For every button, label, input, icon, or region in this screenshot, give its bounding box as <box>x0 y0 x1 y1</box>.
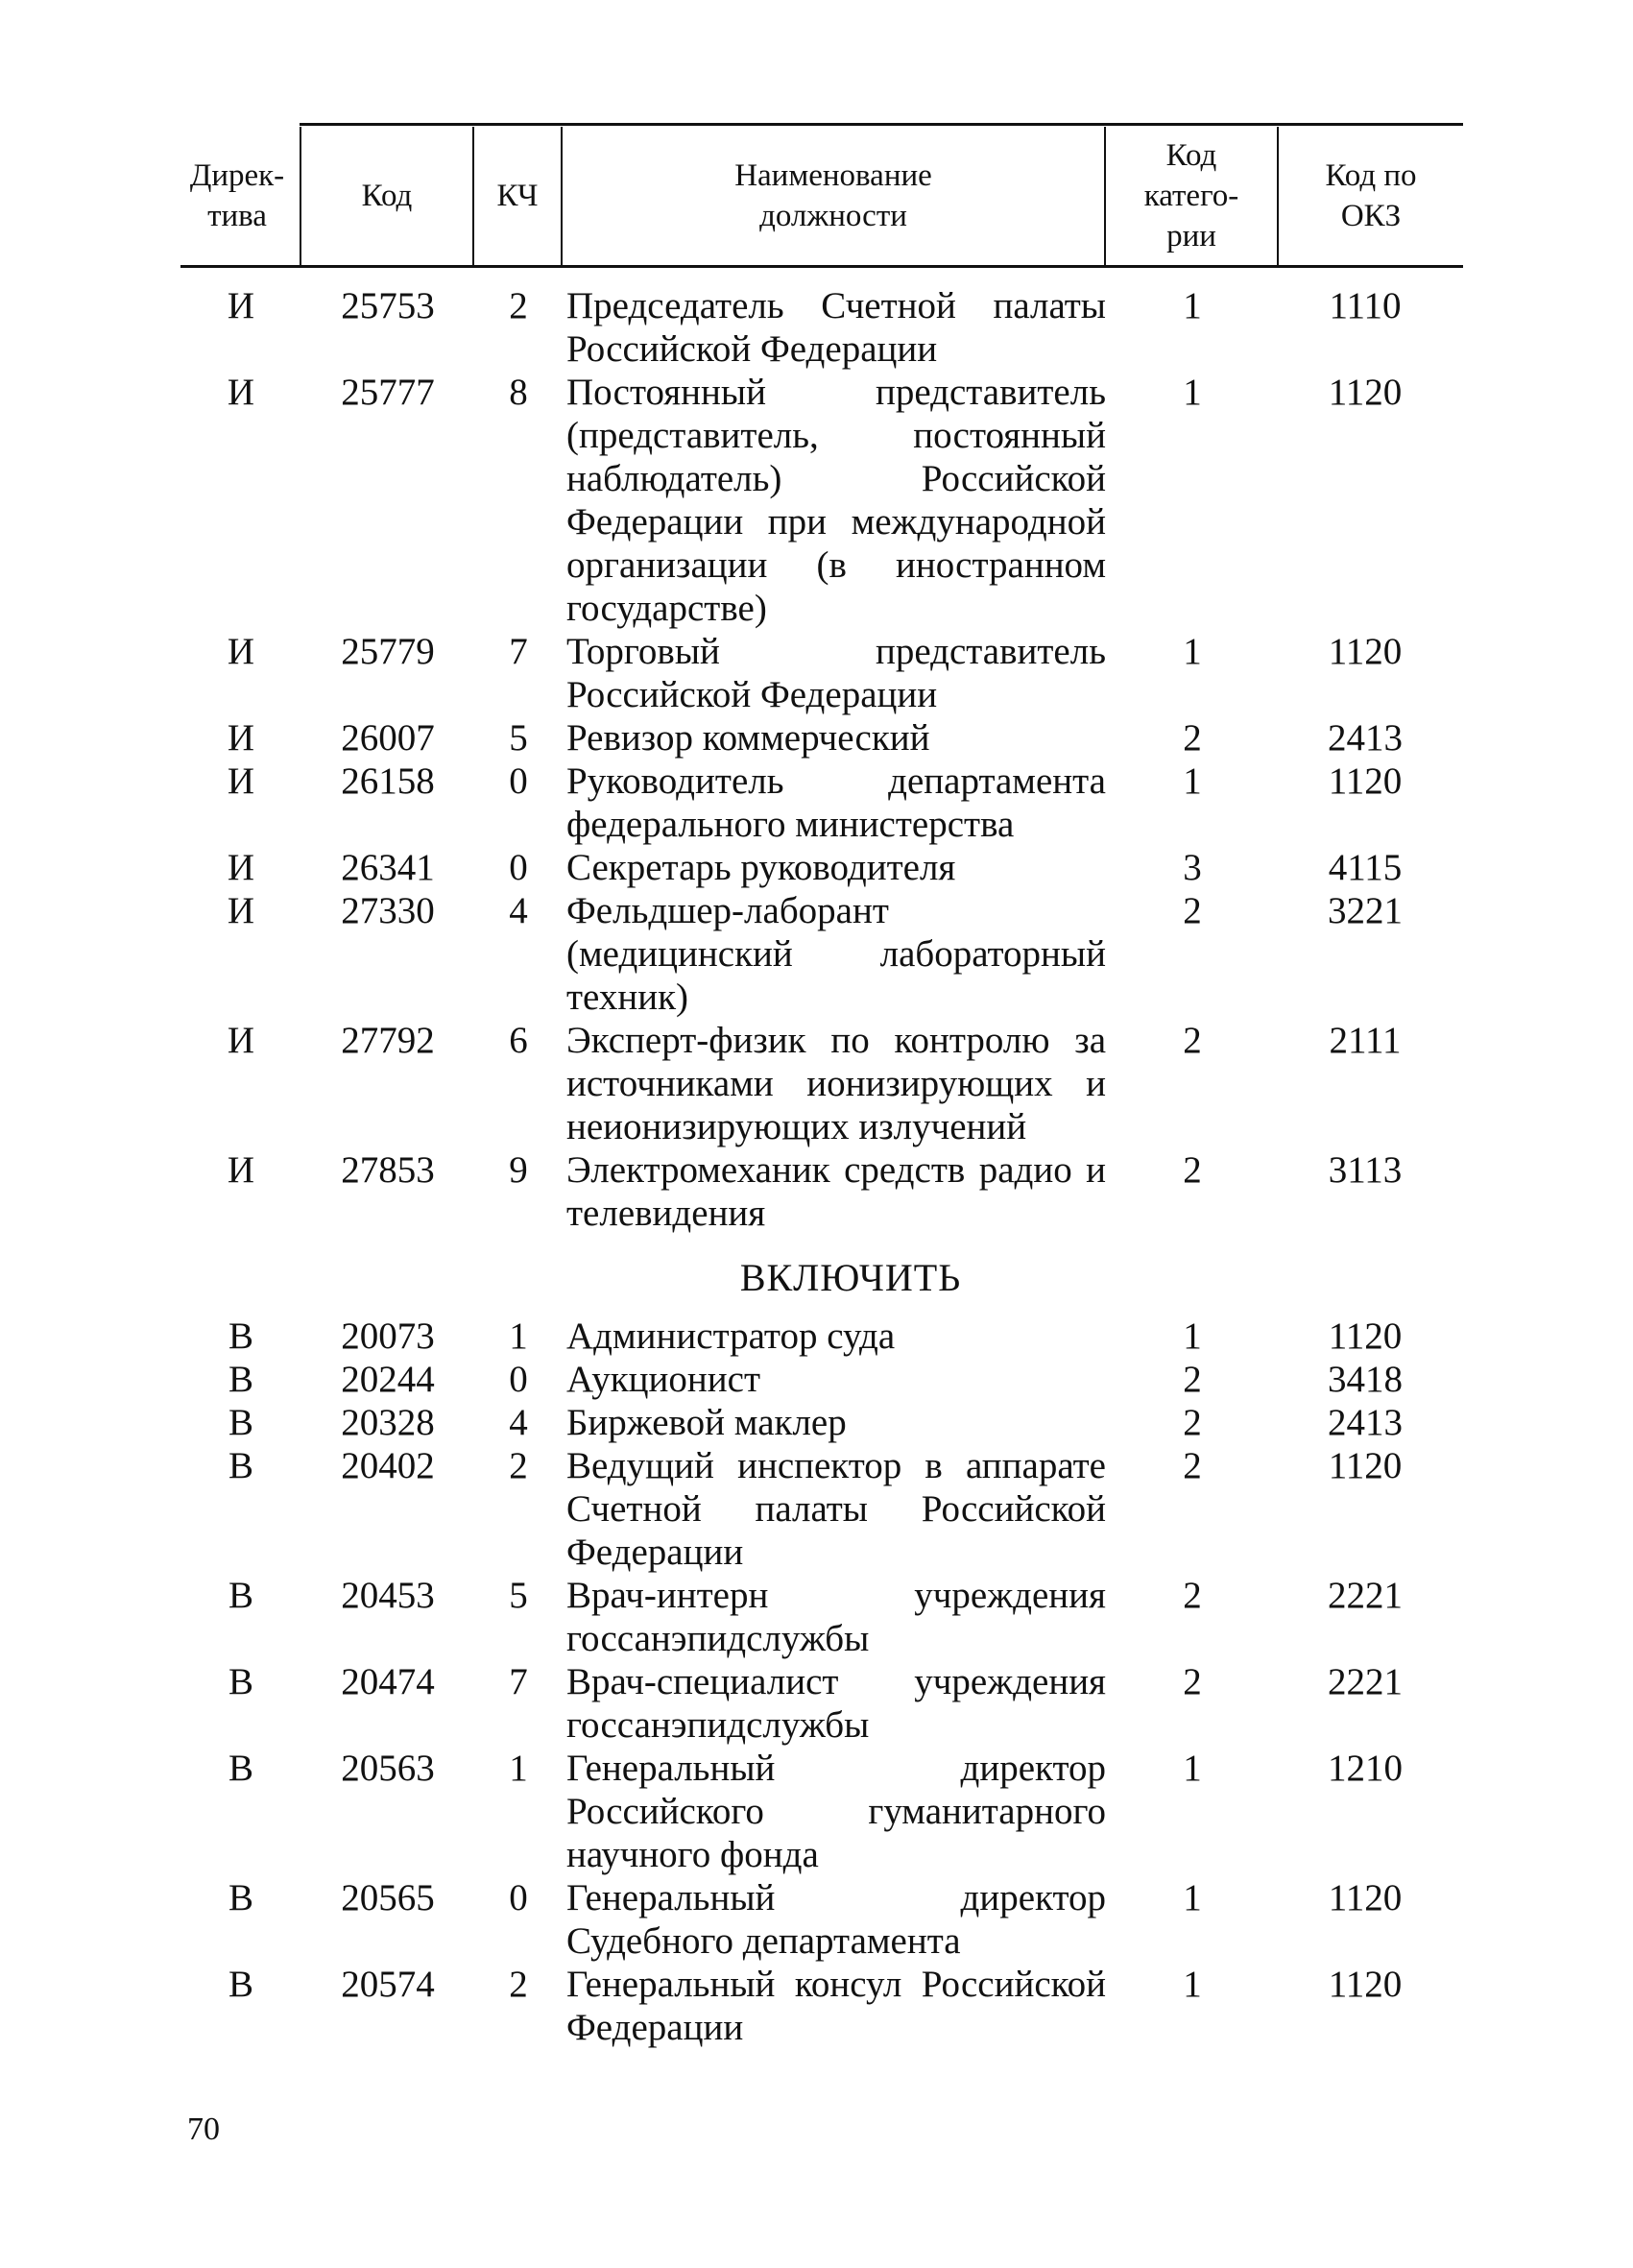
cell-category: 2 <box>1183 1445 1202 1486</box>
cell-kch: 5 <box>509 717 528 759</box>
cell-okz: 3221 <box>1328 890 1403 931</box>
cell-name: Администратор суда <box>566 1315 896 1357</box>
cell-name: Генеральный директор Российского гуманитарного научного фонда <box>566 1748 1106 1875</box>
cell-category: 2 <box>1183 890 1202 931</box>
table-row <box>180 760 1463 846</box>
cell-code: 27792 <box>341 1020 435 1061</box>
cell-code: 20402 <box>341 1445 435 1486</box>
cell-category: 1 <box>1183 372 1202 413</box>
cell-code: 20073 <box>341 1315 435 1357</box>
cell-kch: 7 <box>509 1661 528 1702</box>
cell-kch: 8 <box>509 372 528 413</box>
cell-kch: 7 <box>509 631 528 672</box>
cell-directive: И <box>227 1149 255 1191</box>
cell-kch: 1 <box>509 1748 528 1789</box>
header-directive-line: Дирек- <box>189 158 285 193</box>
table-row <box>180 889 1463 1019</box>
table-row <box>180 1315 1463 1358</box>
table-row <box>180 371 1463 630</box>
header-category <box>1106 127 1277 265</box>
table-row <box>180 1660 1463 1747</box>
cell-code: 20563 <box>341 1748 435 1789</box>
cell-code: 20474 <box>341 1661 435 1702</box>
header-code-label: Код <box>361 179 413 213</box>
table-row <box>180 284 1463 371</box>
cell-directive: И <box>227 372 255 413</box>
cell-name: Электромеханик средств радио и телевидения <box>566 1149 1106 1234</box>
cell-category: 2 <box>1183 1020 1202 1061</box>
cell-name: Секретарь руководителя <box>566 847 956 888</box>
cell-kch: 1 <box>509 1315 528 1357</box>
cell-okz: 2221 <box>1328 1575 1403 1616</box>
cell-code: 26341 <box>341 847 435 888</box>
cell-code: 25753 <box>341 285 435 326</box>
cell-name: Аукционист <box>566 1359 761 1400</box>
cell-directive: И <box>227 717 255 759</box>
cell-okz: 1120 <box>1328 1964 1403 2005</box>
header-name <box>563 127 1104 265</box>
cell-name: Фельдшер-лаборант (медицинский лабораторный техник) <box>566 890 1106 1018</box>
cell-code: 25779 <box>341 631 435 672</box>
cell-category: 2 <box>1183 1575 1202 1616</box>
cell-category: 1 <box>1183 1748 1202 1789</box>
cell-directive: И <box>227 760 255 802</box>
cell-code: 20574 <box>341 1964 435 2005</box>
cell-kch: 2 <box>509 1445 528 1486</box>
cell-category: 1 <box>1183 760 1202 802</box>
cell-okz: 1210 <box>1328 1748 1403 1789</box>
cell-directive: В <box>228 1315 253 1357</box>
cell-directive: И <box>227 890 255 931</box>
cell-okz: 1120 <box>1328 1445 1403 1486</box>
table-row <box>180 630 1463 716</box>
header-okz <box>1279 127 1463 265</box>
cell-category: 3 <box>1183 847 1202 888</box>
header-kch <box>474 127 561 265</box>
cell-code: 20244 <box>341 1359 435 1400</box>
header-category-line: рии <box>1166 219 1216 253</box>
cell-okz: 3418 <box>1328 1359 1403 1400</box>
cell-okz: 1110 <box>1329 285 1402 326</box>
cell-kch: 0 <box>509 847 528 888</box>
cell-okz: 3113 <box>1328 1149 1403 1191</box>
cell-category: 2 <box>1183 1149 1202 1191</box>
header-directive <box>173 127 301 265</box>
cell-name: Генеральный консул Российской Федерации <box>566 1964 1106 2048</box>
cell-okz: 1120 <box>1328 372 1403 413</box>
cell-okz: 4115 <box>1328 847 1403 888</box>
cell-kch: 4 <box>509 890 528 931</box>
cell-name: Ведущий инспектор в аппарате Счетной палаты Российской Федерации <box>566 1445 1106 1573</box>
cell-category: 1 <box>1183 1877 1202 1918</box>
table-row <box>180 1401 1463 1444</box>
section-title: ВКЛЮЧИТЬ <box>739 1256 962 1299</box>
cell-kch: 4 <box>509 1402 528 1443</box>
cell-kch: 0 <box>509 1877 528 1918</box>
cell-name: Врач-специалист учреждения госсанэпидслужбы <box>566 1661 1106 1746</box>
cell-directive: В <box>228 1575 253 1616</box>
header-category-line: Код <box>1165 138 1217 173</box>
cell-category: 2 <box>1183 1402 1202 1443</box>
cell-code: 20565 <box>341 1877 435 1918</box>
cell-name: Эксперт-физик по контролю за источниками ионизирующих и неионизирующих излучений <box>566 1020 1106 1147</box>
header-code <box>301 127 472 265</box>
cell-code: 27330 <box>341 890 435 931</box>
cell-category: 1 <box>1183 631 1202 672</box>
cell-category: 1 <box>1183 1964 1202 2005</box>
cell-kch: 5 <box>509 1575 528 1616</box>
cell-okz: 1120 <box>1328 1877 1403 1918</box>
cell-kch: 2 <box>509 285 528 326</box>
cell-directive: В <box>228 1964 253 2005</box>
cell-directive: И <box>227 285 255 326</box>
table-row <box>180 1019 1463 1148</box>
table-row <box>180 1963 1463 2049</box>
cell-directive: В <box>228 1877 253 1918</box>
cell-directive: В <box>228 1661 253 1702</box>
cell-kch: 2 <box>509 1964 528 2005</box>
cell-name: Председатель Счетной палаты Российской Федерации <box>566 285 1106 370</box>
header-name-line: должности <box>759 199 907 233</box>
cell-okz: 2221 <box>1328 1661 1403 1702</box>
cell-code: 27853 <box>341 1149 435 1191</box>
cell-directive: В <box>228 1359 253 1400</box>
cell-kch: 0 <box>509 760 528 802</box>
page-number: 70 <box>187 2111 220 2147</box>
cell-category: 2 <box>1183 1359 1202 1400</box>
cell-code: 26007 <box>341 717 435 759</box>
cell-okz: 2413 <box>1328 717 1403 759</box>
cell-okz: 1120 <box>1328 631 1403 672</box>
cell-kch: 9 <box>509 1149 528 1191</box>
cell-okz: 1120 <box>1328 760 1403 802</box>
cell-kch: 0 <box>509 1359 528 1400</box>
table-row <box>180 846 1463 889</box>
cell-code: 20453 <box>341 1575 435 1616</box>
header-directive-line: тива <box>207 199 267 233</box>
table-row <box>180 1444 1463 1574</box>
cell-directive: В <box>228 1402 253 1443</box>
cell-name: Руководитель департамента федерального министерства <box>566 760 1106 845</box>
table-row <box>180 1574 1463 1660</box>
header-okz-line: ОКЗ <box>1340 199 1402 233</box>
table-row <box>180 1148 1463 1235</box>
cell-name: Постоянный представитель (представитель, постоянный наблюдатель) Российской Федерации при международной организации (в иностранном государстве) <box>566 372 1106 629</box>
cell-name: Генеральный директор Судебного департамента <box>566 1877 1106 1962</box>
cell-name: Биржевой маклер <box>566 1402 847 1443</box>
cell-category: 1 <box>1183 1315 1202 1357</box>
header-category-line: катего- <box>1143 179 1239 213</box>
cell-directive: В <box>228 1445 253 1486</box>
cell-okz: 2413 <box>1328 1402 1403 1443</box>
table-row <box>180 1747 1463 1876</box>
header-name-line: Наименование <box>734 158 932 193</box>
cell-name: Ревизор коммерческий <box>566 717 930 759</box>
header-bottom-rule <box>180 265 1463 268</box>
table-row <box>180 716 1463 760</box>
positions-table <box>180 284 1463 2049</box>
cell-okz: 2111 <box>1329 1020 1402 1061</box>
table-row <box>180 1876 1463 1963</box>
cell-directive: И <box>227 631 255 672</box>
cell-name: Торговый представитель Российской Федерации <box>566 631 1106 715</box>
cell-category: 1 <box>1183 285 1202 326</box>
cell-code: 25777 <box>341 372 435 413</box>
header-okz-line: Код по <box>1325 158 1417 193</box>
table-row <box>180 1358 1463 1401</box>
cell-okz: 1120 <box>1328 1315 1403 1357</box>
cell-code: 20328 <box>341 1402 435 1443</box>
cell-directive: И <box>227 1020 255 1061</box>
cell-directive: В <box>228 1748 253 1789</box>
cell-code: 26158 <box>341 760 435 802</box>
cell-category: 2 <box>1183 1661 1202 1702</box>
header-top-rule <box>300 123 1463 126</box>
cell-directive: И <box>227 847 255 888</box>
cell-kch: 6 <box>509 1020 528 1061</box>
header-kch-label: КЧ <box>496 179 539 213</box>
cell-name: Врач-интерн учреждения госсанэпидслужбы <box>566 1575 1106 1659</box>
cell-category: 2 <box>1183 717 1202 759</box>
